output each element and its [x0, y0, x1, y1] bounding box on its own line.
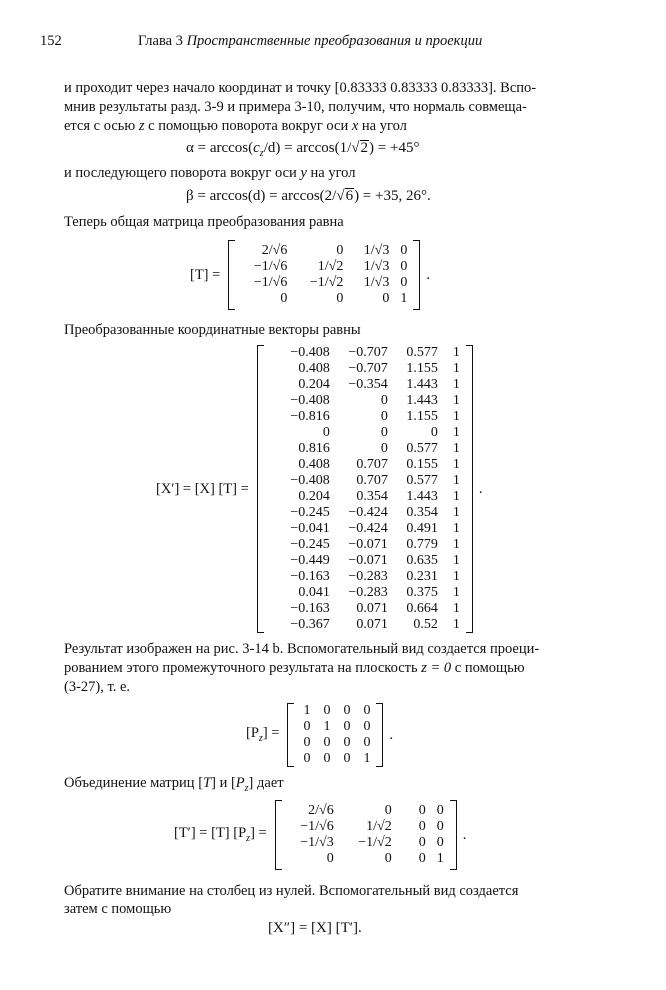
matrix-X-cell: 1: [452, 489, 460, 504]
page-number: 152: [40, 33, 62, 49]
matrix-T-cell: 1/√3: [363, 259, 390, 274]
chapter-heading: [138, 33, 482, 50]
matrix-X-cell: 0: [430, 425, 438, 440]
matrix-X-cell: −0.449: [290, 553, 330, 568]
left-bracket: [275, 800, 282, 870]
matrix-T-cell: 0: [400, 259, 408, 274]
matrix-X-cell: −0.071: [348, 537, 388, 552]
matrix-X-cell: 0.779: [406, 537, 438, 552]
matrix-X-cell: 0.816: [298, 441, 330, 456]
matrix-Tp-cell: 1: [436, 851, 444, 866]
matrix-X-cell: 0.707: [356, 473, 388, 488]
matrix-X-cell: 1.443: [406, 393, 438, 408]
matrix-T-lhs: [T] =: [190, 266, 221, 283]
matrix-T-cell: 0: [280, 291, 288, 306]
matrix-X-cell: 0: [380, 409, 388, 424]
matrix-X-cell: 0.635: [406, 553, 438, 568]
matrix-X-cell: 0: [380, 393, 388, 408]
matrix-X-cell: 1: [452, 553, 460, 568]
matrix-Tp-cell: −1/√3: [300, 835, 334, 850]
matrix-Pz: $[P_z]$ = 1 0 0 0 0 1 0 0 0 0 0 0 0 0 0 1 .: [246, 703, 394, 766]
matrix-Tp-cells: [282, 803, 450, 867]
matrix-X-cell: −0.424: [348, 521, 388, 536]
matrix-X-cell: 0.041: [298, 585, 330, 600]
matrix-X-cell: 1: [452, 585, 460, 600]
matrix-X-cell: −0.816: [290, 409, 330, 424]
para7-line2: затем с помощью: [64, 901, 172, 917]
para2: и последующего поворота вокруг оси y на угол: [64, 165, 356, 181]
para5-line1: Результат изображен на рис. 3-14 b. Вспомогательный вид создается проеци-: [64, 641, 540, 657]
left-bracket: [228, 240, 235, 310]
matrix-Tp-cell: 0: [436, 819, 444, 834]
matrix-Tp-cell: 0: [418, 819, 426, 834]
matrix-X-cell: 0.52: [413, 617, 438, 632]
matrix-X-cell: 1: [452, 377, 460, 392]
matrix-X-cell: 1: [452, 505, 460, 520]
matrix-Tp-cell: 0: [384, 803, 392, 818]
para3: Теперь общая матрица преобразования равна: [64, 214, 344, 230]
matrix-X-cell: 0.204: [298, 489, 330, 504]
para5-line3: (3-27), т. е.: [64, 679, 131, 695]
matrix-X-cell: 1: [452, 409, 460, 424]
matrix-X-prime: [X′] = [X] [T] = −0.408 −0.707 0.577 1 0.408 −0.707 1.155 1 0.204 −0.354 1.443 1 −0.408 0 1.443 1 −0.816 0 1.155 1 0 0 0 1 0.816 0 0.577 1 0.408 0.707 0.155 1 −0.408 0.707 0.577 1 0.204 0.354 1.443 1 −0.245 −0.424 0.354 1 −0.041 −0.424 0.491 1 −0.245 −0.071 0.779 1 −0.449 −0.071 0.635 1 −0.163 −0.283 0.231 1 0.041 −0.283 0.375 1 −0.163 0.071 0.664 1 −0.367 0.071 0.52 1 .: [156, 345, 483, 632]
matrix-Pz-lhs: $[P_z]$ =: [246, 725, 280, 744]
equation-beta: β = arccos(d) = arccos(2/√6) = +35, 26°.: [186, 188, 431, 204]
matrix-X-cell: 0.071: [356, 601, 388, 616]
matrix-X-cell: 0.204: [298, 377, 330, 392]
matrix-Pz-cells: [294, 703, 376, 767]
matrix-X-cell: 0.491: [406, 521, 438, 536]
matrix-X-cell: 1.443: [406, 377, 438, 392]
matrix-X-cell: −0.071: [348, 553, 388, 568]
matrix-X-cell: 1: [452, 569, 460, 584]
right-bracket: [376, 703, 383, 767]
para7-line1: Обратите внимание на столбец из нулей. Вспомогательный вид создается: [64, 883, 519, 899]
matrix-X-cell: 0.408: [298, 361, 330, 376]
left-bracket: [287, 703, 294, 767]
matrix-X-cell: 1: [452, 473, 460, 488]
matrix-X-cell: 1: [452, 521, 460, 536]
matrix-X-cell: 0: [380, 441, 388, 456]
para4: Преобразованные координатные векторы равны: [64, 322, 361, 338]
matrix-T-cell: 0: [382, 291, 390, 306]
matrix-Pz-cell: 0: [323, 703, 331, 718]
matrix-Pz-cell: 1: [303, 703, 311, 718]
para6: Объединение матриц [T] и $[P_z]$ дает: [64, 775, 284, 794]
matrix-T-prime: [T′] = [T] $[P_z]$ = 2/√6 0 0 0 −1/√6 1/√2 0 0 −1/√3 −1/√2 0 0 0 0 0 1 .: [174, 800, 466, 870]
para5-line2: рованием этого промежуточного результата на плоскость z = 0 с помощью: [64, 660, 525, 676]
para1-line3: ется с осью z с помощью поворота вокруг оси x на угол: [64, 118, 407, 134]
matrix-T-cell: 0: [400, 243, 408, 258]
equation-final: [X″] = [X] [T′].: [268, 920, 362, 936]
matrix-Tp-cell: 0: [418, 835, 426, 850]
matrix-Pz-cell: 0: [343, 703, 351, 718]
matrix-T-cell: 1: [400, 291, 408, 306]
matrix-T-cell: −1/√6: [253, 275, 288, 290]
matrix-Tp-cell: 1/√2: [366, 819, 392, 834]
matrix-Tp-cell: −1/√6: [300, 819, 334, 834]
matrix-X-cell: −0.283: [348, 569, 388, 584]
matrix-Tp-cell: 0: [418, 803, 426, 818]
matrix-X-cell: −0.707: [348, 361, 388, 376]
matrix-Pz-cell: 1: [363, 751, 371, 766]
matrix-X-cell: 0.071: [356, 617, 388, 632]
matrix-X-cell: −0.354: [348, 377, 388, 392]
matrix-T-cell: 2/√6: [261, 243, 288, 258]
matrix-Tp-cell: −1/√2: [358, 835, 392, 850]
matrix-X-cell: 1.155: [406, 409, 438, 424]
matrix-Pz-cell: 1: [323, 719, 331, 734]
matrix-X-cell: 1: [452, 361, 460, 376]
equation-alpha: $\alpha = \arccos(c_z/d) = \arccos(1/√2) = +45^\circ$: [186, 140, 420, 159]
chapter-title: Пространственные преобразования и проекции: [186, 33, 483, 49]
matrix-X-cell: 0.577: [406, 473, 438, 488]
matrix-X-cell: −0.283: [348, 585, 388, 600]
matrix-T-cell: −1/√2: [309, 275, 344, 290]
matrix-X-cell: −0.163: [290, 601, 330, 616]
matrix-T-cell: 1/√3: [363, 275, 390, 290]
matrix-T-cell: 1/√2: [317, 259, 344, 274]
matrix-X-cell: 0.408: [298, 457, 330, 472]
matrix-T-cells: [235, 243, 413, 307]
matrix-Pz-cell: 0: [343, 719, 351, 734]
matrix-X-cell: 1: [452, 441, 460, 456]
matrix-X-cell: −0.424: [348, 505, 388, 520]
matrix-X-cell: 0.664: [406, 601, 438, 616]
matrix-X-cell: −0.245: [290, 537, 330, 552]
matrix-Pz-cell: 0: [363, 735, 371, 750]
matrix-X-cell: −0.408: [290, 393, 330, 408]
matrix-X-cell: 1: [452, 617, 460, 632]
para1-line2: мнив результаты разд. 3-9 и примера 3-10, получим, что нормаль совмеща-: [64, 99, 527, 115]
matrix-X-cell: 1.155: [406, 361, 438, 376]
matrix-X-cell: 0.354: [406, 505, 438, 520]
matrix-X-cell: −0.367: [290, 617, 330, 632]
right-bracket: [413, 240, 420, 310]
matrix-X-cell: −0.245: [290, 505, 330, 520]
page-header: [0, 33, 666, 57]
matrix-T: [T] = 2/√6 0 1/√3 0 −1/√6 1/√2 1/√3 0 −1/√6 −1/√2 1/√3 0 0 0 0 1 .: [190, 240, 430, 310]
matrix-X-cell: 0: [380, 425, 388, 440]
right-bracket: [466, 345, 473, 633]
matrix-X-cell: −0.408: [290, 345, 330, 360]
matrix-X-cell: 0.354: [356, 489, 388, 504]
left-bracket: [257, 345, 264, 633]
matrix-X-cell: 1: [452, 345, 460, 360]
matrix-Pz-cell: 0: [303, 735, 311, 750]
matrix-Tp-cell: 0: [326, 851, 334, 866]
para1-line1: и проходит через начало координат и точку [0.83333 0.83333 0.83333]. Вспо-: [64, 80, 537, 96]
matrix-T-cell: 0: [400, 275, 408, 290]
matrix-Tp-cell: 0: [384, 851, 392, 866]
matrix-Pz-cell: 0: [363, 703, 371, 718]
matrix-X-cell: 0.577: [406, 345, 438, 360]
matrix-Tp-cell: 2/√6: [308, 803, 334, 818]
matrix-X-cell: −0.163: [290, 569, 330, 584]
matrix-X-cell: −0.041: [290, 521, 330, 536]
chapter-label: Глава 3: [138, 33, 183, 49]
matrix-X-cell: 1: [452, 425, 460, 440]
matrix-X-cell: 0.707: [356, 457, 388, 472]
matrix-Pz-cell: 0: [303, 751, 311, 766]
matrix-X-cell: 0.375: [406, 585, 438, 600]
matrix-Pz-cell: 0: [323, 735, 331, 750]
matrix-T-cell: −1/√6: [253, 259, 288, 274]
matrix-Tp-cell: 0: [418, 851, 426, 866]
matrix-Tp-cell: 0: [436, 835, 444, 850]
matrix-X-cell: 1: [452, 393, 460, 408]
matrix-X-cell: −0.408: [290, 473, 330, 488]
matrix-X-cell: −0.707: [348, 345, 388, 360]
matrix-T-cell: 0: [336, 243, 344, 258]
matrix-T-cell: 1/√3: [363, 243, 390, 258]
matrix-T-cell: 0: [336, 291, 344, 306]
matrix-Pz-cell: 0: [363, 719, 371, 734]
matrix-X-lhs: [X′] = [X] [T] =: [156, 480, 249, 497]
right-bracket: [450, 800, 457, 870]
matrix-Tp-cell: 0: [436, 803, 444, 818]
matrix-X-cell: 1: [452, 601, 460, 616]
matrix-X-cell: 1: [452, 457, 460, 472]
matrix-Tp-lhs: [T′] = [T] $[P_z]$ =: [174, 825, 267, 844]
matrix-X-cell: 0.231: [406, 569, 438, 584]
matrix-Pz-cell: 0: [303, 719, 311, 734]
matrix-X-cell: 0.155: [406, 457, 438, 472]
matrix-X-cell: 0: [322, 425, 330, 440]
matrix-X-cell: 1.443: [406, 489, 438, 504]
matrix-Pz-cell: 0: [343, 751, 351, 766]
matrix-X-cell: 0.577: [406, 441, 438, 456]
matrix-Pz-cell: 0: [343, 735, 351, 750]
matrix-Pz-cell: 0: [323, 751, 331, 766]
matrix-X-cells: [264, 345, 466, 633]
matrix-X-cell: 1: [452, 537, 460, 552]
